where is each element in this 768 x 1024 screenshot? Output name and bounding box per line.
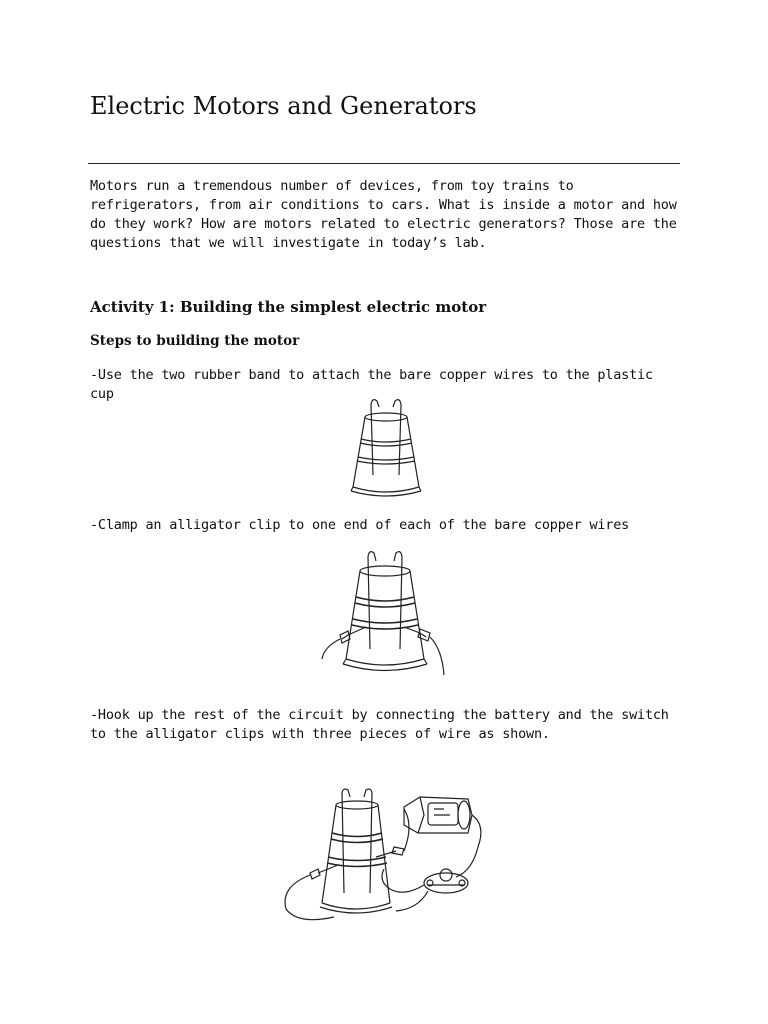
cup-with-alligator-clips-icon — [318, 547, 453, 685]
page-title: Electric Motors and Generators — [90, 92, 477, 120]
figure-circuit — [278, 785, 490, 925]
intro-paragraph: Motors run a tremendous number of devices, from toy trains to refrigerators, from air conditions to cars. What is inside a motor and how do they work? How are motors related to electric generators? Those are the questions that we will investigate in today’s lab. — [90, 178, 677, 251]
figure-cup-wires — [345, 395, 427, 503]
step-3-text: -Hook up the rest of the circuit by connecting the battery and the switch to the alligator clips with three pieces of wire as shown. — [90, 707, 669, 742]
motor-circuit-icon — [278, 785, 490, 925]
figure-cup-clips — [318, 547, 453, 685]
activity-heading: Activity 1: Building the simplest electric motor — [90, 298, 487, 316]
step-1-text: -Use the two rubber band to attach the bare copper wires to the plastic cup — [90, 367, 653, 402]
steps-heading: Steps to building the motor — [90, 333, 300, 349]
title-divider — [88, 163, 680, 164]
step-2-text: -Clamp an alligator clip to one end of each of the bare copper wires — [90, 517, 630, 533]
cup-with-wires-icon — [345, 395, 427, 503]
